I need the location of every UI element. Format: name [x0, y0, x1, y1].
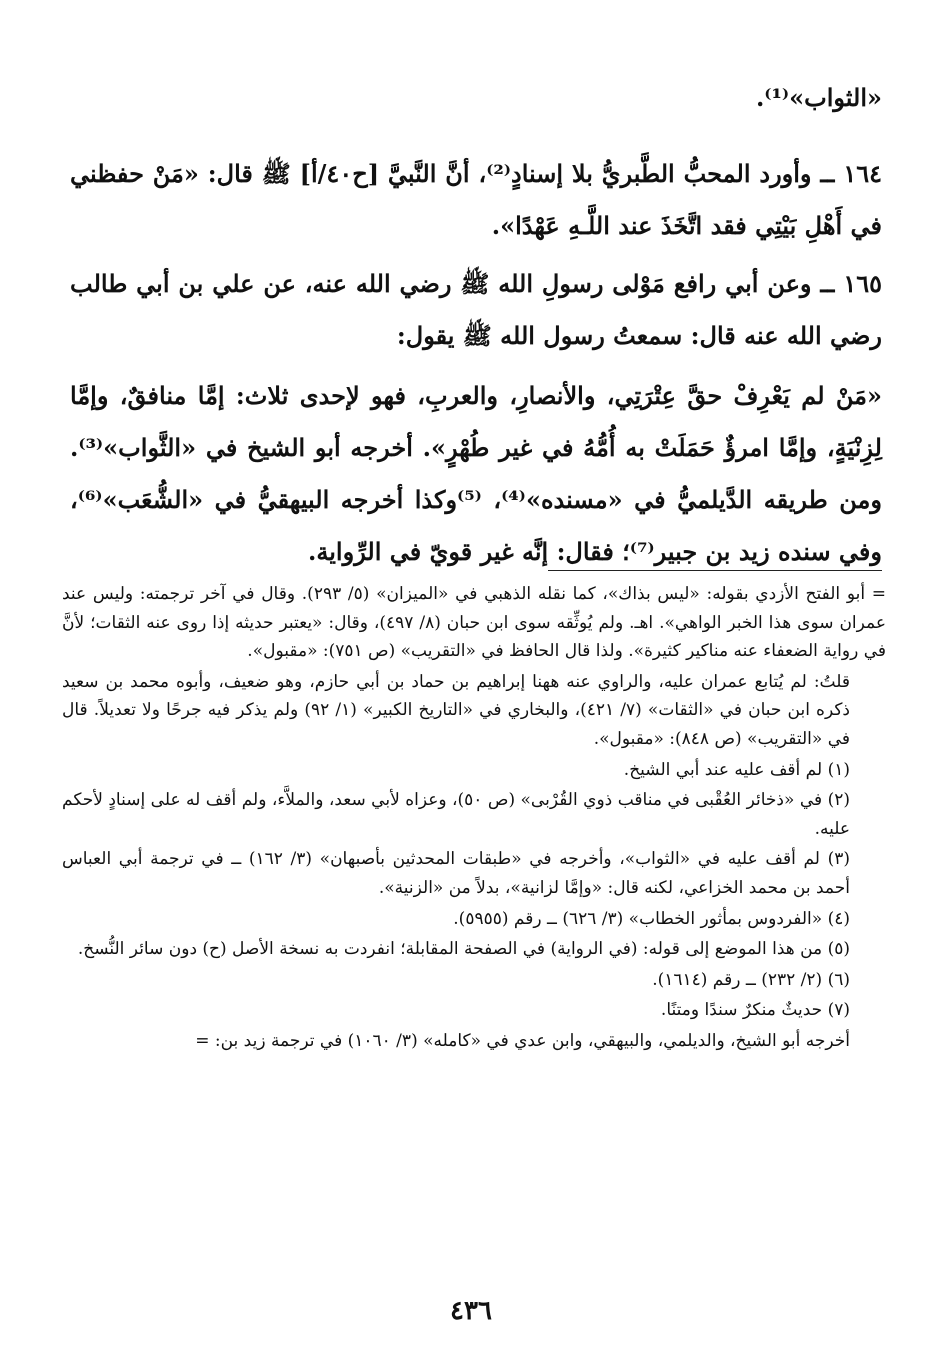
hadith-165 — [70, 258, 882, 362]
hadith-164 — [70, 148, 882, 252]
footnote-separator — [548, 570, 882, 571]
footnotes — [62, 580, 886, 1058]
continuation-line: «الثواب»⁽¹⁾. — [755, 83, 882, 112]
main-text-continuation — [70, 72, 882, 124]
footnote-3: (٣) لم أقف عليه في «الثواب»، وأخرجه في «طبقات المحدثين بأصبهان» (٣/ ١٦٢) ــ في ترجمة أبي العباس أحمد بن محمد الخزاعي، لكنه قال: «وإمَّا لزانية»، بدلاً من «الزنية». — [62, 849, 850, 898]
footnote-1: (١) لم أقف عليه عند أبي الشيخ. — [623, 759, 850, 780]
footnote-continued-2: قلتُ: لم يُتابع عمران عليه، والراوي عنه ههنا إبراهيم بن حماد بن أبي حازم، وهو ضعيف، وأبوه محمد بن سعيد ذكره ابن حبان في «الثقات» (٧/ ٤٢١)، والبخاري في «التاريخ الكبير» (١/ ٩٢) ولم يذكر فيه جرحًا ولا تعديلاً. قال في «التقريب» (ص ٨٤٨): «مقبول». — [62, 671, 850, 749]
footnote-4: (٤) «الفردوس بمأثور الخطاب» (٣/ ٦٢٦) ــ رقم (٥٩٥٥). — [453, 908, 850, 929]
hadith-165-text: ١٦٥ ــ وعن أبي رافع مَوْلى رسولِ الله ﷺ رضي الله عنه، عن علي بن أبي طالب رضي الله عنه قال: سمعتُ رسول الله ﷺ يقول: — [70, 269, 882, 350]
footnote-7: (٧) حديثٌ منكرٌ سندًا ومتنًا. — [660, 1000, 850, 1021]
hadith-165-quote-text: «مَنْ لم يَعْرِفْ حقَّ عِتْرَتِي، والأنصارِ، والعربِ، فهو لإحدى ثلاث: إمَّا منافقٌ، وإمَّا لِزِنْيَةٍ، وإمَّا امرؤٌ حَمَلَتْ به أُمُّهُ في غير طُهْرٍ». أخرجه أبو الشيخ في «الثَّواب»⁽³⁾. ومن طريقه الدَّيلميُّ في «مسنده»⁽⁴⁾، ⁽⁵⁾وكذا أخرجه البيهقيُّ في «الشُّعَب»⁽⁶⁾، وفي سنده زيد بن جبير⁽⁷⁾؛ فقال: إنَّه غير قويّ في الرِّواية. — [70, 381, 882, 566]
page-number: ٤٣٦ — [450, 1296, 492, 1326]
footnote-continued-1: = أبو الفتح الأزدي بقوله: «ليس بذاك»، كما نقله الذهبي في «الميزان» (٥/ ٢٩٣). وقال في آخر ترجمته: وليس عند عمران سوى هذا الخبر الواهي». اهـ. ولم يُوثِّقه سوى ابن حبان (٨/ ٤٩٧)، وقال: «يعتبر حديثه إذا روى عنه الثقات؛ لأنَّ في رواية الضعفاء عنه مناكير كثيرة». ولذا قال الحافظ في «التقريب» (ص ٧٥١): «مقبول». — [62, 584, 887, 662]
footnote-6: (٦) (٢/ ٢٣٢) ــ رقم (١٦١٤). — [652, 969, 850, 990]
hadith-164-text: ١٦٤ ــ وأورد المحبُّ الطَّبريُّ بلا إسنادٍ⁽²⁾، أنَّ النَّبيَّ [ح٤٠/أ] ﷺ قال: «مَنْ حفظني في أَهْلِ بَيْتِي فقد اتَّخَذَ عند اللَّـهِ عَهْدًا». — [70, 159, 883, 240]
footnote-2: (٢) في «ذخائر العُقْبى في مناقب ذوي القُرْبى» (ص ٥٠)، وعزاه لأبي سعد، والملاَّء، ولم أقف له على إسنادٍ لأحكم عليه. — [62, 790, 850, 839]
footnote-5: (٥) من هذا الموضع إلى قوله: (في الرواية) في الصفحة المقابلة؛ انفردت به نسخة الأصل (ح) دون سائر النُّسخ. — [77, 939, 850, 960]
hadith-165-quote — [70, 370, 882, 578]
footnote-7-continuation: أخرجه أبو الشيخ، والديلمي، والبيهقي، وابن عدي في «كامله» (٣/ ١٠٦٠) في ترجمة زيد بن: = — [195, 1030, 850, 1051]
